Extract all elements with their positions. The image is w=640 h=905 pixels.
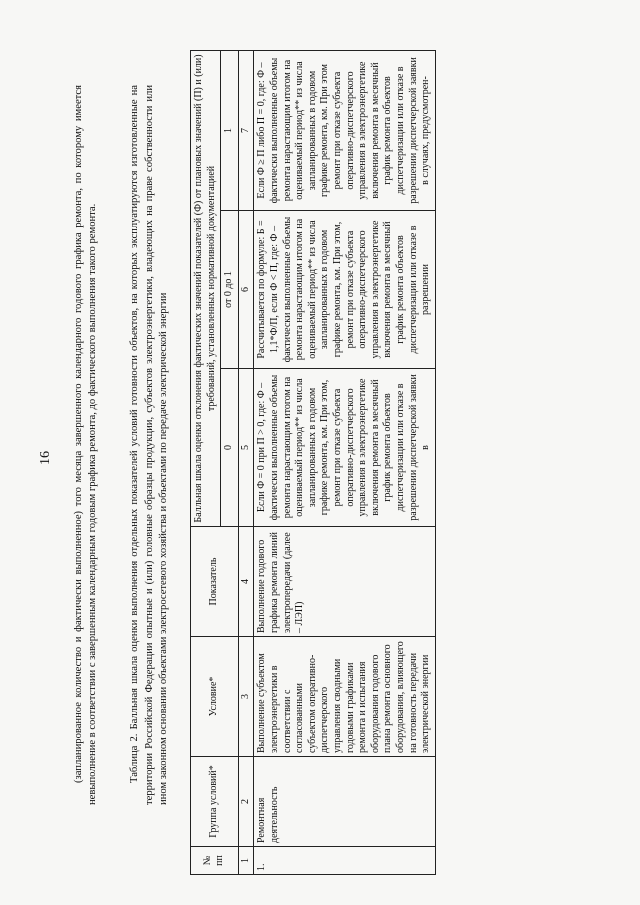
header-num: № пп (191, 847, 239, 875)
col-number: 1 (238, 847, 254, 875)
col-number: 6 (238, 211, 254, 369)
col-number: 5 (238, 369, 254, 527)
row-group: Ремонтная деятельность (254, 757, 435, 847)
header-score-0: 0 (221, 369, 239, 527)
table-caption: Таблица 2. Балльная шкала оценки выполнения отдельных показателей условий готовности объектов, на которых эксплуатируются изготовленные на территории Российской Федерации опытные и (или) головные образцы продукции, субъектов электроэнергетики, владеющих на праве собственности или ином законном основании объектами электросетевого хозяйства и объектами по передаче электрической энергии (129, 85, 169, 805)
header-score-1: 1 (221, 51, 239, 211)
col-number: 7 (238, 51, 254, 211)
intro-text: (запланированное количество и фактически выполненное) того месяца завершенного календарного годового графика ремонта, по которому имеется невыполнение в соответствии с завершенным календарным годовым графика ремонта, до фактического выполнения такого ремонта. (73, 85, 98, 805)
table-row (254, 51, 435, 875)
row-score-0: Если Ф = 0 при П > 0, где: Ф – фактически выполненные объемы ремонта нарастающим итогом на оцениваемый период** из числа запланированных в годовом графике ремонта, км. При этом, ремонт при отказе субъекта оперативно-диспетчерского управления в электроэнергетике включения ремонта в месячный график ремонта объектов диспетчеризации или отказе в разрешении диспетчерской заявки в (254, 369, 435, 527)
intro-paragraph (72, 85, 100, 805)
header-scale: Балльная шкала оценки отклонения фактических значений показателей (Ф) от плановых значений (П) и (или) требований, установленных нормативной документацией (191, 51, 221, 527)
column-number-row (238, 51, 254, 875)
header-indicator: Показатель (191, 527, 239, 637)
header-row-1 (191, 51, 221, 875)
page-number: 16 (38, 451, 53, 465)
col-number: 4 (238, 527, 254, 637)
row-score-0-1: Рассчитывается по формуле: Б = 1,1*Ф/П, если Ф < П, где: Ф – фактически выполненные объемы ремонта нарастающим итогом на оцениваемый период** из числа запланированных в годовом графике ремонта, км. При этом, ремонт при отказе субъекта оперативно-диспетчерского управления в электроэнергетике включения ремонта в месячный график ремонта объектов диспетчеризации или отказе в разрешении (254, 211, 435, 369)
score-table (190, 50, 436, 875)
header-group: Группа условий* (191, 757, 239, 847)
row-condition: Выполнение субъектом электроэнергетики в соответствии с согласованными субъектом оперативно-диспетчерского управления сводными годовыми графиками ремонта и испытания оборудования годового плана ремонта основного оборудования, влияющего на готовность передачи электрической энергии (254, 637, 435, 757)
row-indicator: Выполнение годового графика ремонта линий электропередачи (далее – ЛЭП) (254, 527, 435, 637)
header-condition: Условие* (191, 637, 239, 757)
col-number: 3 (238, 637, 254, 757)
row-score-1: Если Ф ≥ П либо П = 0, где: Ф – фактически выполненные объемы ремонта нарастающим итогом на оцениваемый период** из числа запланированных в годовом графике ремонта, км. При этом ремонт при отказе субъекта оперативно-диспетчерского управления в электроэнергетике включения ремонта в месячный график ремонта объектов диспетчеризации или отказе в разрешении диспетчерской заявки в случаях, предусмотрен- (254, 51, 435, 211)
col-number: 2 (238, 757, 254, 847)
header-score-0-1: от 0 до 1 (221, 211, 239, 369)
row-num: 1. (254, 847, 435, 875)
